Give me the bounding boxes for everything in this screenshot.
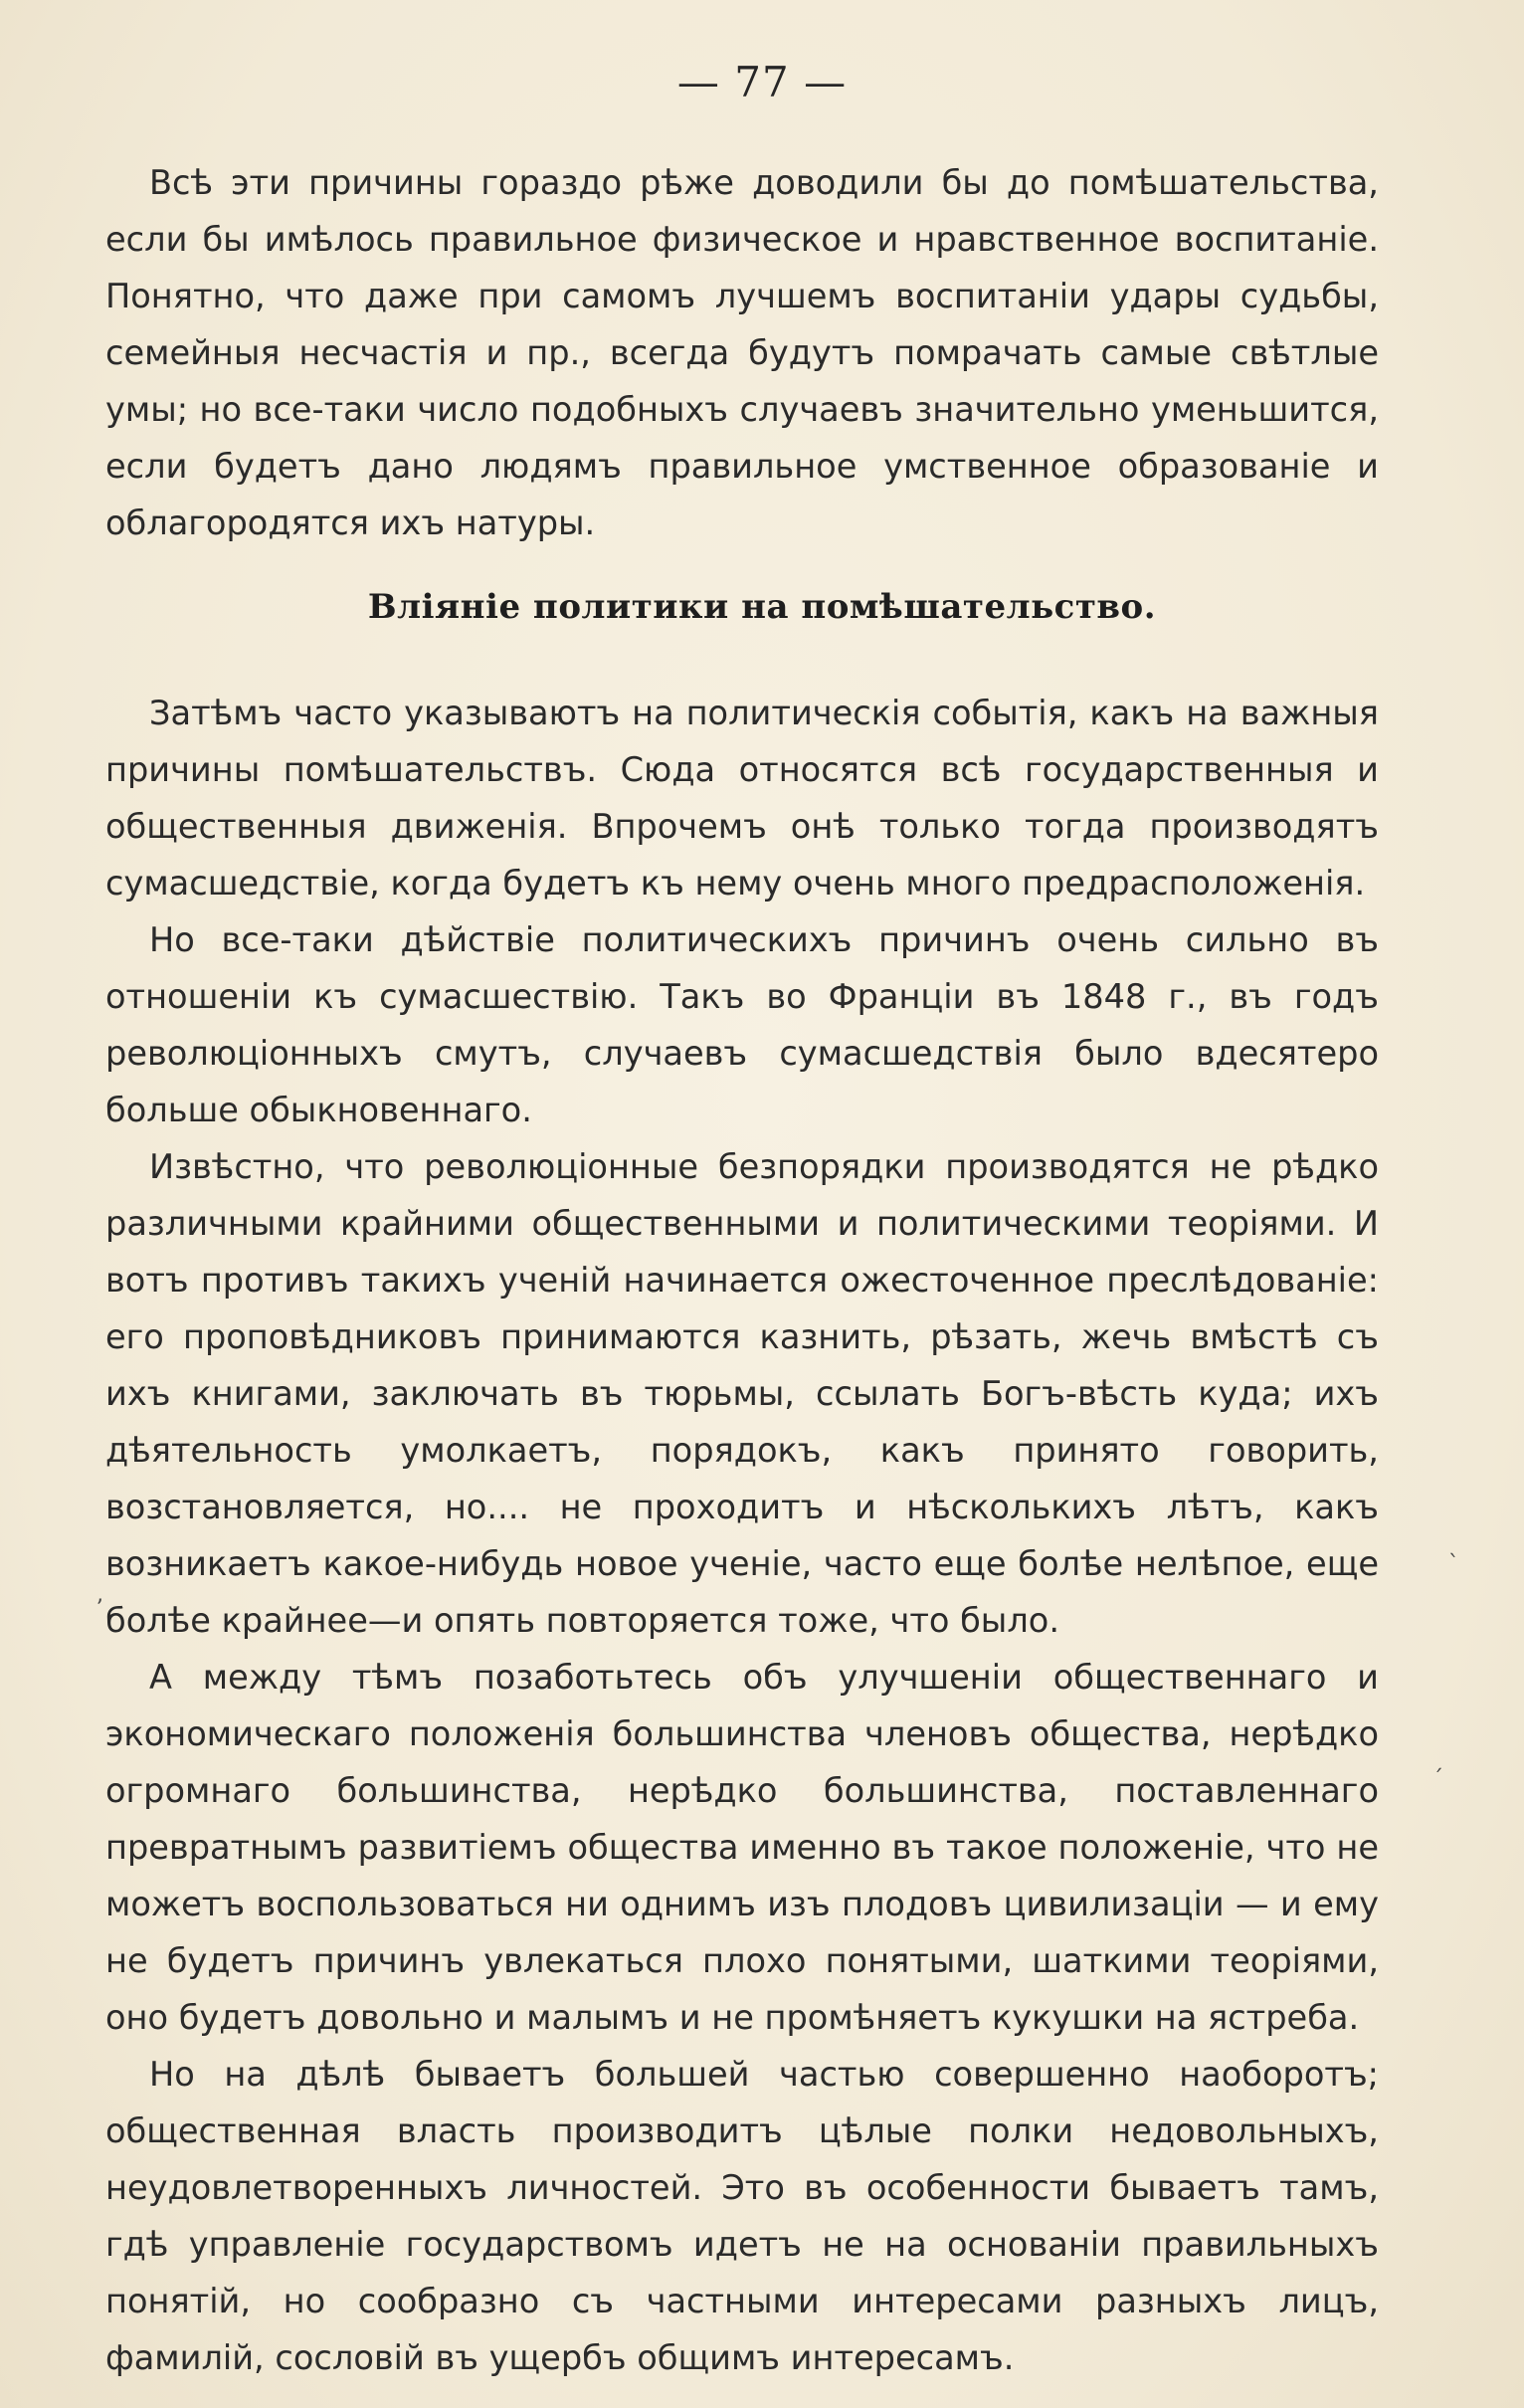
section-body: [105, 685, 1379, 2386]
stray-print-mark: ʼ: [95, 1596, 102, 1621]
paragraph: Извѣстно, что революціонные безпорядки производятся не рѣдко различными крайними общественными и политическими теоріями. И вотъ противъ такихъ ученій начинается ожесточенное преслѣдованіе: его проповѣдниковъ принимаются казнить, рѣзать, жечь вмѣстѣ съ ихъ книгами, заключать въ тюрьмы, ссылать Богъ-вѣсть куда; ихъ дѣятельность умолкаетъ, порядокъ, какъ принято говорить, возстановляется, но.... не проходитъ и нѣсколькихъ лѣтъ, какъ возникаетъ какое-нибудь новое ученіе, часто еще болѣе нелѣпое, еще болѣе крайнее—и опять повторяется тоже, что было.: [105, 1147, 1379, 1640]
intro-text: [105, 154, 1379, 551]
paragraph: Но все-таки дѣйствіе политическихъ причинъ очень сильно въ отношеніи къ сумасшествію. Такъ во Франціи въ 1848 г., въ годъ революціонныхъ смутъ, случаевъ сумасшедствія было вдесятеро больше обыкновеннаго.: [105, 920, 1379, 1129]
paragraph: Затѣмъ часто указываютъ на политическія событія, какъ на важныя причины помѣшательствъ. Сюда относятся всѣ государственныя и общественныя движенія. Впрочемъ онѣ только тогда производятъ сумасшедствіе, когда будетъ къ нему очень много предрасположенія.: [105, 694, 1379, 903]
stray-print-mark: ˋ: [1448, 1552, 1459, 1577]
section-title: Вліяніе политики на помѣшательство.: [367, 587, 1157, 627]
stray-print-mark: ˊ: [1432, 1767, 1443, 1792]
paragraph: А между тѣмъ позаботьтесь объ улучшеніи общественнаго и экономическаго положенія большинства членовъ общества, нерѣдко огромнаго большинства, нерѣдко большинства, поставленнаго превратнымъ развитіемъ общества именно въ такое положеніе, что не можетъ воспользоваться ни однимъ изъ плодовъ цивилизаціи — и ему не будетъ причинъ увлекаться плохо понятыми, шаткими теоріями, оно будетъ довольно и малымъ и не промѣняетъ кукушки на ястреба.: [105, 1658, 1379, 2037]
paragraph: Но на дѣлѣ бываетъ большей частью совершенно наоборотъ; общественная власть производитъ цѣлые полки недовольныхъ, неудовлетворенныхъ личностей. Это въ особенности бываетъ тамъ, гдѣ управленіе государствомъ идетъ не на основаніи правильныхъ понятій, но сообразно съ частными интересами разныхъ лицъ, фамилій, сословій въ ущербъ общимъ интересамъ.: [105, 2055, 1379, 2377]
page-number: — 77 —: [676, 58, 848, 106]
paragraph: Всѣ эти причины гораздо рѣже доводили бы до помѣшательства, если бы имѣлось правильное физическое и нравственное воспитаніе. Понятно, что даже при самомъ лучшемъ воспитаніи удары судьбы, семейныя несчастія и пр., всегда будутъ помрачать самые свѣтлые умы; но все-таки число подобныхъ случаевъ значительно уменьшится, если будетъ дано людямъ правильное умственное образованіе и облагородятся ихъ натуры.: [105, 163, 1379, 542]
